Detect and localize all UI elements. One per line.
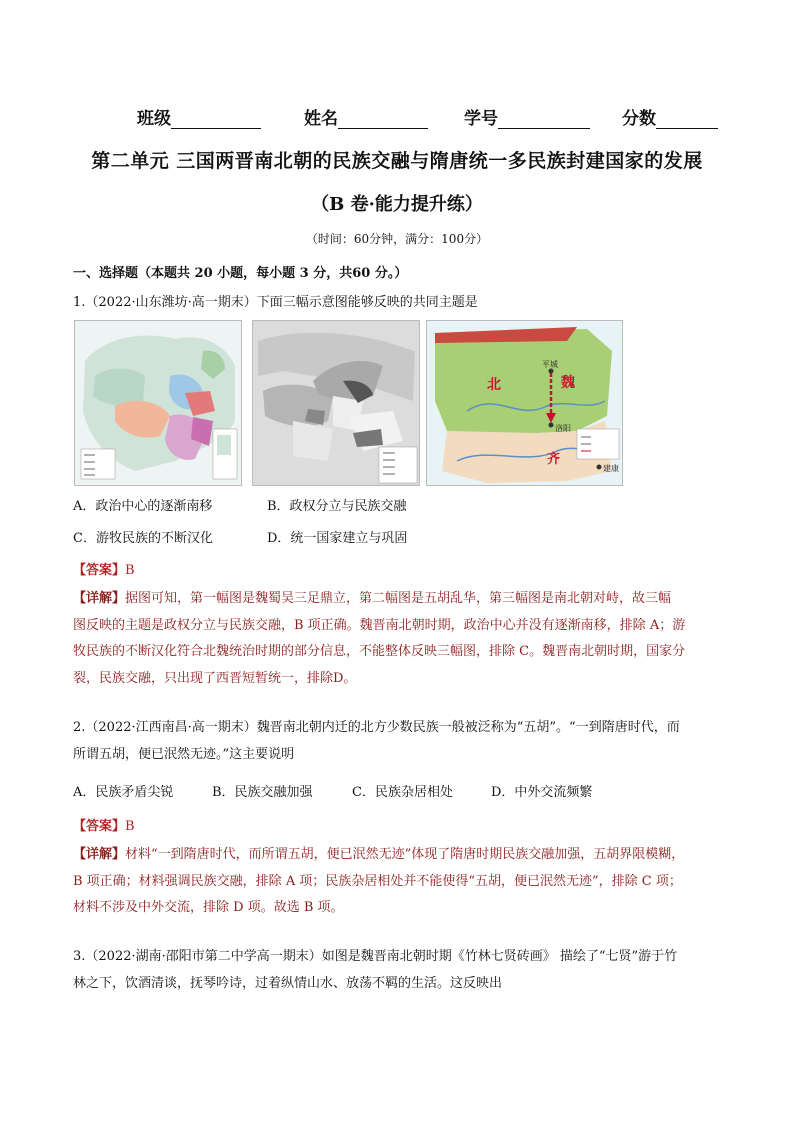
student-id-label: 学号 [464, 109, 498, 129]
q1-answer [73, 559, 135, 578]
map-label-jiankang: 建康 [603, 464, 619, 473]
q3-stem-line-2: 林之下，饮酒清谈，抚琴吟诗，过着纵情山水、放荡不羁的生活。这反映出 [73, 976, 503, 991]
q2-option-d[interactable]: D．中外交流频繁 [491, 785, 593, 800]
exam-timing: （时间：60分钟，满分：100分） [305, 232, 489, 246]
q1-option-b[interactable]: B．政权分立与民族交融 [267, 499, 407, 514]
student-info-fields [0, 104, 794, 130]
q1-option-c[interactable]: C．游牧民族的不断汉化 [73, 531, 213, 546]
q1-explain-line-1: 据图可知，第一幅图是魏蜀吴三足鼎立，第二幅图是五胡乱华，第三幅图是南北朝对峙，故三幅 [125, 591, 672, 606]
map-label-bei: 北 [487, 377, 501, 393]
map-three-kingdoms-image [75, 321, 241, 485]
map-five-barbarians [252, 320, 420, 486]
q1-explain-line-2: 图反映的主题是政权分立与民族交融，B 项正确。魏晋南北朝时期，政治中心并没有逐渐南移，排除 A；游 [73, 617, 686, 633]
question-3-stem [73, 943, 721, 997]
question-1-maps [74, 320, 621, 484]
q2-explain-line-2: B 项正确；材料强调民族交融，排除 A 项；民族杂居相处并不能使得“五胡，便已泯然无迹”，排除 C 项； [73, 873, 682, 889]
q1-explain-line-4: 裂，民族交融，只出现了西晋短暂统一，排除D。 [73, 670, 357, 686]
q1-explain-line-3: 牧民族的不断汉化符合北魏统治时期的部分信息，不能整体反映三幅图，排除 C。魏晋南北朝时期，国家分 [73, 644, 686, 659]
q1-explain-tag: 【详解】 [73, 591, 126, 606]
map-label-pingcheng: 平城 [542, 360, 558, 369]
q2-explain-line-1: 材料“一到隋唐时代，而所谓五胡，便已泯然无迹”体现了隋唐时期民族交融加强，五胡界限模糊， [125, 847, 685, 862]
q2-answer-value: B [125, 819, 135, 834]
q2-answer-tag: 【答案】 [73, 819, 126, 834]
q2-explain-tag: 【详解】 [73, 847, 126, 862]
q1-explanation [73, 586, 721, 692]
class-field[interactable] [137, 104, 261, 129]
map-northern-southern [426, 320, 623, 486]
score-field[interactable] [622, 104, 718, 129]
map-northern-southern-image [427, 321, 622, 485]
map-three-kingdoms [74, 320, 242, 486]
q2-option-b[interactable]: B．民族交融加强 [212, 785, 313, 800]
q2-stem-line-2: 所谓五胡，便已泯然无迹。”这主要说明 [73, 747, 295, 762]
question-1-stem: 1.（2022·山东潍坊·高一期末）下面三幅示意图能够反映的共同主题是 [73, 295, 478, 310]
page-subtitle: （B 卷·能力提升练） [311, 194, 483, 215]
map-label-luoyang: 洛阳 [555, 424, 571, 433]
q2-explain-line-3: 材料不涉及中外交流，排除 D 项。故选 B 项。 [73, 900, 344, 915]
q3-stem-line-1: 3.（2022·湖南·邵阳市第二中学高一期末）如图是魏晋南北朝时期《竹林七贤砖画》 描绘了“七贤”游于竹 [73, 949, 678, 964]
map-label-qi: 齐 [547, 452, 561, 467]
question-2-stem [73, 714, 721, 768]
q1-option-d[interactable]: D．统一国家建立与巩固 [267, 531, 408, 546]
class-label: 班级 [137, 109, 171, 129]
q1-option-a[interactable]: A．政治中心的逐渐南移 [73, 499, 213, 514]
score-label: 分数 [622, 109, 656, 129]
page-title: 第二单元 三国两晋南北朝的民族交融与隋唐统一多民族封建国家的发展 [91, 150, 703, 172]
q2-explanation [73, 842, 721, 922]
student-id-field[interactable] [464, 104, 590, 129]
q2-stem-line-1: 2.（2022·江西南昌·高一期末）魏晋南北朝内迁的北方少数民族一般被泛称为“五胡”。“一到隋唐时代，而 [73, 720, 680, 735]
q1-answer-tag: 【答案】 [73, 563, 126, 578]
q2-answer [73, 815, 135, 834]
q2-option-c[interactable]: C．民族杂居相处 [352, 785, 453, 800]
name-label: 姓名 [304, 109, 338, 129]
section-heading: 一、选择题（本题共 20 小题，每小题 3 分，共60 分。） [73, 266, 408, 281]
q2-option-a[interactable]: A．民族矛盾尖锐 [73, 785, 174, 800]
map-five-barbarians-image [253, 321, 419, 485]
map-label-wei: 魏 [561, 375, 575, 391]
q1-answer-value: B [125, 563, 135, 578]
name-field[interactable] [304, 104, 428, 129]
